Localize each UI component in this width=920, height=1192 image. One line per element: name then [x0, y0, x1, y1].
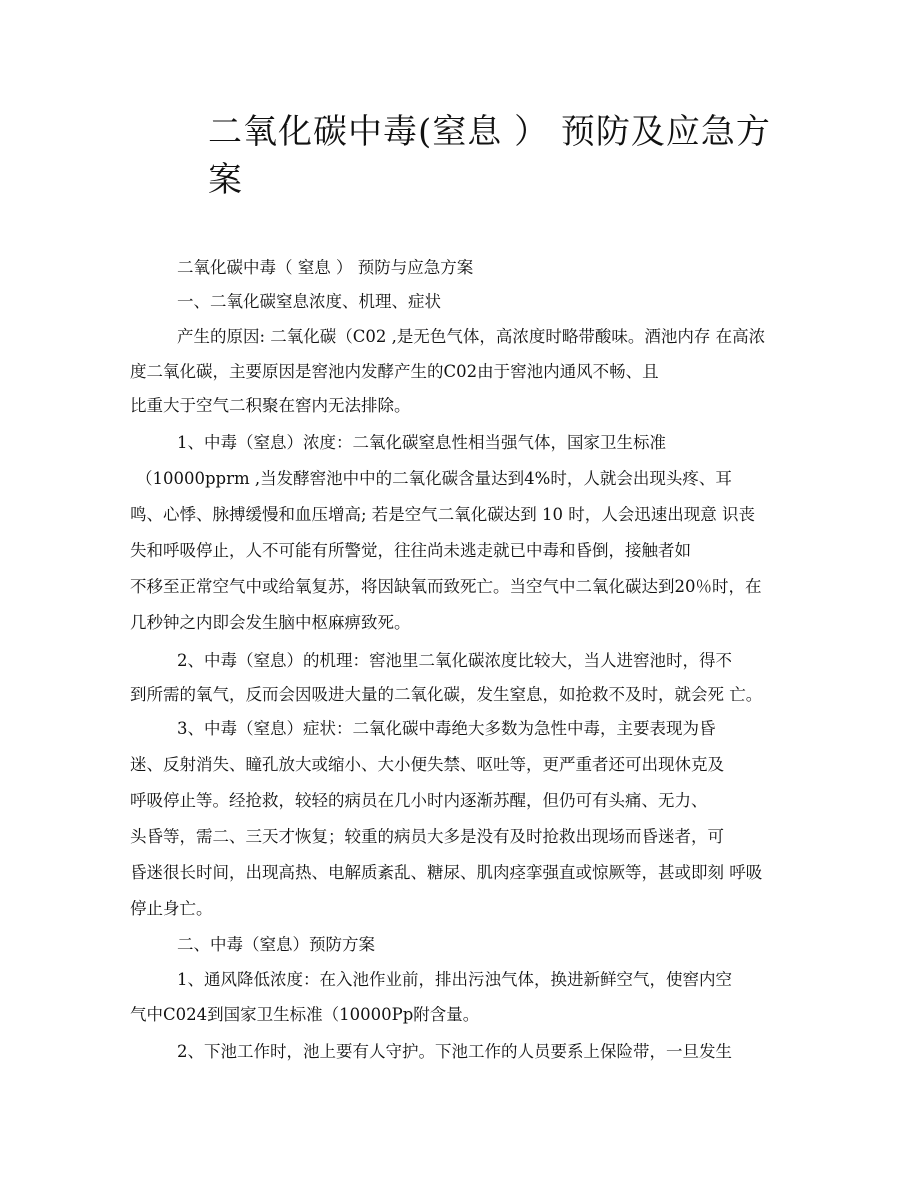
- section-heading-1: 一、二氧化碳窒息浓度、机理、症状: [177, 292, 441, 311]
- section-heading-2: 二、中毒（窒息）预防方案: [177, 935, 375, 954]
- paragraph-line: 3、中毒（窒息）症状：二氧化碳中毒绝大多数为急性中毒，主要表现为昏: [177, 719, 716, 738]
- paragraph-line: 鸣、心悸、脉搏缓慢和血压增高; 若是空气二氧化碳达到 10 时，人会迅速出现意 识丧: [130, 505, 756, 524]
- paragraph-line: 比重大于空气二积聚在窖内无法排除。: [130, 396, 411, 415]
- paragraph-line: 1、中毒（窒息）浓度：二氧化碳窒息性相当强气体，国家卫生标准: [177, 433, 666, 452]
- paragraph-line: 2、中毒（窒息）的机理：窖池里二氧化碳浓度比较大，当人进窖池时，得不: [177, 651, 732, 670]
- title-line-2: 案: [208, 160, 243, 200]
- paragraph-line: 气中C024到国家卫生标准（10000Pp附含量。: [130, 1005, 480, 1024]
- paragraph-line: 2、下池工作时，池上要有人守护。下池工作的人员要系上保险带，一旦发生: [177, 1042, 732, 1061]
- paragraph-line: 头昏等，需二、三天才恢复；较重的病员大多是没有及时抢救出现场而昏迷者，可: [130, 827, 724, 846]
- paragraph-line: 昏迷很长时间，出现高热、电解质紊乱、糖尿、肌肉痉挛强直或惊厥等，甚或即刻 呼吸: [130, 863, 763, 882]
- paragraph-line: 到所需的氧气，反而会因吸进大量的二氧化碳，发生窒息，如抢救不及时，就会死 亡。: [130, 685, 763, 704]
- document-title: [208, 108, 808, 204]
- paragraph-line: 迷、反射消失、瞳孔放大或缩小、大小便失禁、呕吐等，更严重者还可出现休克及: [130, 755, 724, 774]
- paragraph-line: 几秒钟之内即会发生脑中枢麻痹致死。: [130, 613, 411, 632]
- subtitle-line: 二氧化碳中毒（ 窒息 ） 预防与应急方案: [177, 258, 474, 277]
- paragraph-line: 呼吸停止等。经抢救，较轻的病员在几小时内逐渐苏醒，但仍可有头痛、无力、: [130, 791, 708, 810]
- title-line-1: 二氧化碳中毒(窒息 ） 预防及应急方: [208, 112, 771, 152]
- paragraph-line: 产生的原因: 二氧化碳（C02 ,是无色气体，高浓度时略带酸味。酒池内存 在高浓: [177, 327, 766, 346]
- paragraph-line: 不移至正常空气中或给氧复苏，将因缺氧而致死亡。当空气中二氧化碳达到20％时，在: [130, 577, 762, 596]
- paragraph-line: 度二氧化碳，主要原因是窖池内发酵产生的C02由于窖池内通风不畅、且: [130, 362, 659, 381]
- paragraph-line: （10000pprm ,当发酵窖池中中的二氧化碳含量达到4%时，人就会出现头疼、耳: [136, 469, 732, 488]
- paragraph-line: 失和呼吸停止，人不可能有所警觉，往往尚未逃走就已中毒和昏倒，接触者如: [130, 541, 691, 560]
- paragraph-line: 1、通风降低浓度：在入池作业前，排出污浊气体，换进新鲜空气，使窖内空: [177, 970, 732, 989]
- paragraph-line: 停止身亡。: [130, 899, 213, 918]
